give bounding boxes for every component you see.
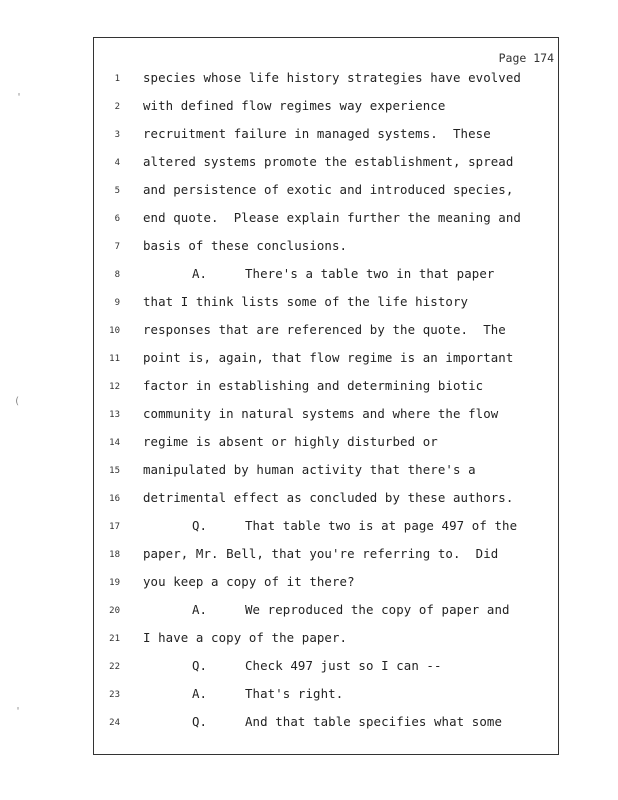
line-text [143, 406, 498, 421]
line-text [143, 126, 491, 141]
transcript-line [0, 347, 618, 375]
transcript-line [0, 291, 618, 319]
line-body: That table two is at page 497 of the [245, 518, 518, 533]
transcript-line [0, 599, 618, 627]
line-text [143, 602, 510, 617]
line-number: 16 [109, 494, 120, 504]
speaker-label: Q. [192, 714, 208, 729]
transcript-line [0, 655, 618, 683]
speaker-label: A. [192, 686, 208, 701]
speaker-label: Q. [192, 518, 208, 533]
line-body: detrimental effect as concluded by these authors. [143, 490, 514, 505]
line-body: you keep a copy of it there? [143, 574, 355, 589]
line-body: basis of these conclusions. [143, 238, 348, 253]
transcript-line [0, 151, 618, 179]
transcript-line [0, 123, 618, 151]
transcript-line [0, 207, 618, 235]
transcript-line [0, 571, 618, 599]
line-number: 13 [109, 410, 120, 420]
line-number: 22 [109, 662, 120, 672]
transcript-line [0, 431, 618, 459]
line-body: Check 497 just so I can -- [245, 658, 442, 673]
line-number: 15 [109, 466, 120, 476]
line-text [143, 98, 445, 113]
line-number: 11 [109, 354, 120, 364]
line-number: 5 [114, 186, 120, 196]
line-number: 4 [114, 158, 120, 168]
transcript-line [0, 487, 618, 515]
transcript-line [0, 319, 618, 347]
transcript-line [0, 95, 618, 123]
line-number: 6 [114, 214, 120, 224]
line-body: regime is absent or highly disturbed or [143, 434, 438, 449]
line-text [143, 70, 521, 85]
line-body: point is, again, that flow regime is an important [143, 350, 514, 365]
line-text [143, 630, 347, 645]
speaker-label: Q. [192, 658, 208, 673]
line-body: That's right. [245, 686, 344, 701]
line-text [143, 210, 521, 225]
transcript-line [0, 459, 618, 487]
line-body: end quote. Please explain further the meaning and [143, 210, 521, 225]
line-body: paper, Mr. Bell, that you're referring to. Did [143, 546, 499, 561]
transcript-line [0, 67, 618, 95]
transcript-line [0, 263, 618, 291]
transcript-lines [0, 67, 618, 739]
line-number: 18 [109, 550, 120, 560]
line-number: 17 [109, 522, 120, 532]
line-body: altered systems promote the establishment, spread [143, 154, 514, 169]
transcript-line [0, 179, 618, 207]
line-text [143, 574, 355, 589]
line-body: responses that are referenced by the quote. The [143, 322, 506, 337]
line-number: 9 [114, 298, 120, 308]
scan-mark: ' [15, 706, 22, 717]
line-number: 10 [109, 326, 120, 336]
line-text [143, 658, 442, 673]
line-body: factor in establishing and determining biotic [143, 378, 484, 393]
line-text [143, 182, 513, 197]
line-text [143, 686, 343, 701]
line-number: 2 [114, 102, 120, 112]
transcript-line [0, 627, 618, 655]
transcript-line [0, 235, 618, 263]
line-body: recruitment failure in managed systems. These [143, 126, 491, 141]
line-number: 3 [114, 130, 120, 140]
line-body: There's a table two in that paper [245, 266, 495, 281]
line-number: 14 [109, 438, 120, 448]
transcript-line [0, 543, 618, 571]
line-text [143, 350, 513, 365]
line-body: that I think lists some of the life history [143, 294, 469, 309]
transcript-line [0, 403, 618, 431]
line-text [143, 378, 483, 393]
line-body: And that table specifies what some [245, 714, 503, 729]
line-text [143, 154, 513, 169]
speaker-label: A. [192, 602, 208, 617]
line-number: 12 [109, 382, 120, 392]
transcript-line [0, 711, 618, 739]
line-number: 8 [114, 270, 120, 280]
line-body: We reproduced the copy of paper and [245, 602, 510, 617]
line-body: species whose life history strategies have evolved [143, 70, 521, 85]
transcript-line [0, 515, 618, 543]
line-number: 21 [109, 634, 120, 644]
line-text [143, 266, 494, 281]
line-body: and persistence of exotic and introduced species, [143, 182, 514, 197]
line-number: 24 [109, 718, 120, 728]
line-number: 19 [109, 578, 120, 588]
line-text [143, 434, 438, 449]
line-text [143, 322, 506, 337]
scan-mark: ' [16, 92, 23, 103]
line-number: 1 [114, 74, 120, 84]
line-body: manipulated by human activity that there's a [143, 462, 476, 477]
scan-mark: ( [14, 396, 21, 407]
line-body: I have a copy of the paper. [143, 630, 348, 645]
page-number: Page 174 [498, 51, 554, 65]
line-text [143, 714, 502, 729]
line-body: with defined flow regimes way experience [143, 98, 446, 113]
transcript-line [0, 375, 618, 403]
speaker-label: A. [192, 266, 208, 281]
line-text [143, 294, 468, 309]
transcript-line [0, 683, 618, 711]
line-number: 7 [114, 242, 120, 252]
line-body: community in natural systems and where the flow [143, 406, 499, 421]
line-text [143, 546, 498, 561]
line-text [143, 518, 517, 533]
line-text [143, 238, 347, 253]
line-text [143, 490, 513, 505]
line-number: 20 [109, 606, 120, 616]
line-text [143, 462, 476, 477]
line-number: 23 [109, 690, 120, 700]
